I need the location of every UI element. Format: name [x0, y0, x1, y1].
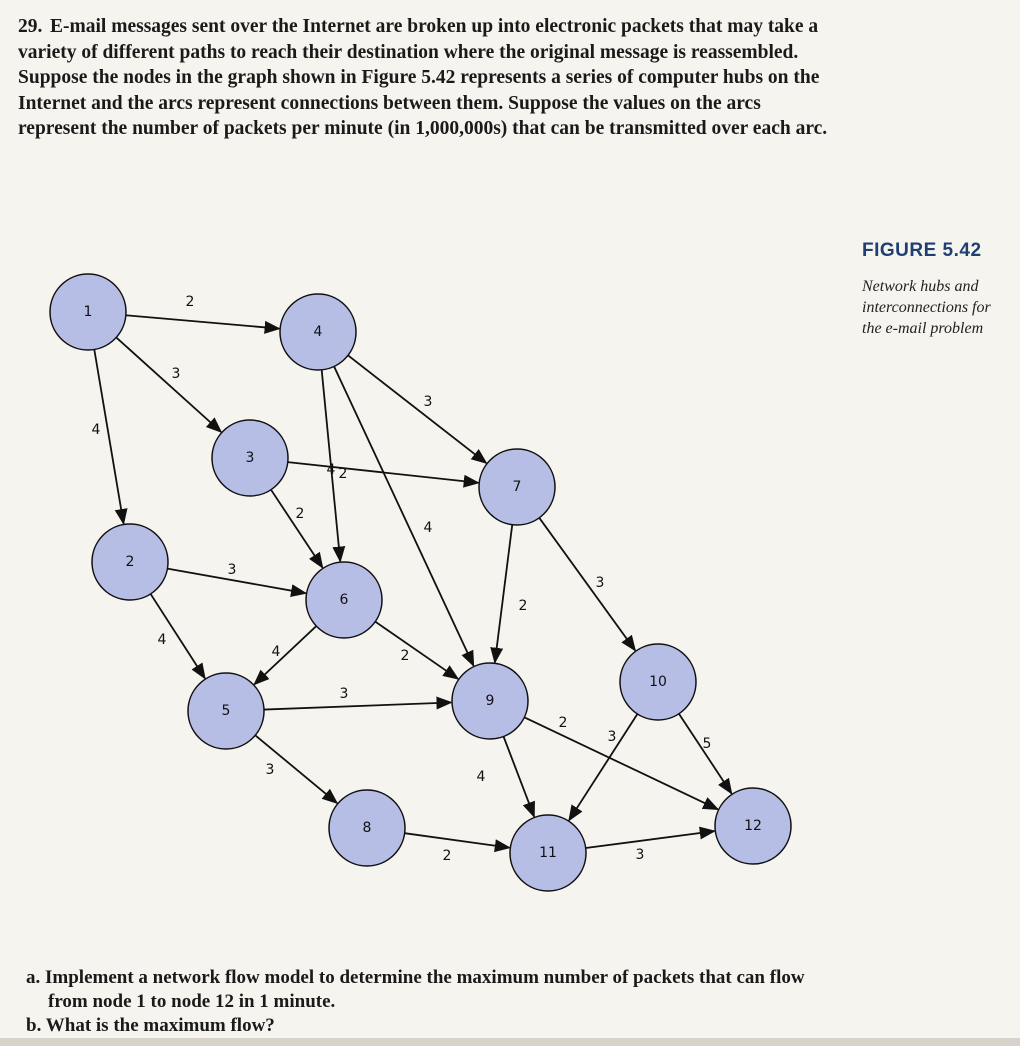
- arc-capacity-10-11: 3: [607, 729, 617, 745]
- node-label-5: 5: [221, 703, 231, 719]
- arc-capacity-6-9: 2: [400, 648, 410, 664]
- arc-capacity-5-9: 3: [339, 686, 349, 702]
- arc-1-3: [116, 337, 221, 431]
- arc-8-11: [405, 833, 510, 847]
- node-label-2: 2: [125, 554, 135, 570]
- questions: [18, 966, 838, 1038]
- arc-11-12: [586, 831, 715, 848]
- node-label-4: 4: [313, 324, 323, 340]
- arc-capacity-1-4: 2: [185, 294, 195, 310]
- arc-capacity-6-5: 4: [271, 644, 281, 660]
- arc-capacity-2-6: 3: [227, 562, 237, 578]
- arc-capacity-9-12: 2: [558, 715, 568, 731]
- problem-body: E-mail messages sent over the Internet are broken up into electronic packets that may take a variety of different paths to reach their destination where the original message is reassembled. Suppose the nodes in the graph shown in Figure 5.42 represents a series of computer hubs on the Internet and the arcs represent connections between them. Suppose the values on the arcs represent the number of packets per minute (in 1,000,000s) that can be transmitted over each arc.: [18, 16, 828, 139]
- question-a-letter: a.: [26, 967, 41, 988]
- node-label-7: 7: [512, 479, 522, 495]
- arc-7-9: [495, 525, 512, 663]
- node-label-1: 1: [83, 304, 93, 320]
- node-label-6: 6: [339, 592, 349, 608]
- arc-capacity-4-7: 3: [423, 394, 433, 410]
- question-b: [18, 1014, 838, 1038]
- arc-capacity-4-9: 4: [423, 520, 433, 536]
- node-4: [280, 294, 356, 370]
- node-2: [92, 524, 168, 600]
- arc-3-6: [271, 490, 322, 568]
- arc-2-6: [167, 569, 305, 594]
- arc-9-12: [524, 717, 717, 809]
- node-11: [510, 815, 586, 891]
- node-5: [188, 673, 264, 749]
- arc-10-12: [679, 714, 732, 794]
- node-9: [452, 663, 528, 739]
- arc-capacity-1-3: 3: [171, 366, 181, 382]
- node-8: [329, 790, 405, 866]
- arc-capacity-3-7: 2: [338, 466, 348, 482]
- figure-label: FIGURE 5.42: [862, 240, 982, 261]
- question-a: [18, 966, 838, 1014]
- arc-capacity-3-6: 2: [295, 506, 305, 522]
- node-1: [50, 274, 126, 350]
- node-12: [715, 788, 791, 864]
- figure-caption-text: Network hubs and interconnections for the e-mail problem: [862, 278, 991, 337]
- arc-capacity-10-12: 5: [702, 736, 712, 752]
- node-3: [212, 420, 288, 496]
- arc-9-11: [504, 737, 535, 817]
- node-6: [306, 562, 382, 638]
- page-bottom-edge: [0, 1038, 1020, 1046]
- arcs-layer: [92, 294, 732, 864]
- node-label-3: 3: [245, 450, 255, 466]
- arc-capacity-7-9: 2: [518, 598, 528, 614]
- arc-6-9: [375, 622, 458, 679]
- question-a-text: Implement a network flow model to determine the maximum number of packets that can flow from node 1 to node 12 in 1 minute.: [45, 967, 805, 1012]
- arc-capacity-11-12: 3: [635, 847, 645, 863]
- node-label-11: 11: [539, 845, 557, 861]
- question-b-text: What is the maximum flow?: [45, 1015, 275, 1036]
- node-label-8: 8: [362, 820, 372, 836]
- arc-capacity-9-11: 4: [476, 769, 486, 785]
- arc-capacity-4-6: 4: [326, 462, 336, 478]
- arc-capacity-7-10: 3: [595, 575, 605, 591]
- arc-5-9: [264, 702, 451, 709]
- arc-capacity-8-11: 2: [442, 848, 452, 864]
- arc-7-10: [539, 518, 635, 651]
- node-label-10: 10: [649, 674, 667, 690]
- node-label-9: 9: [485, 693, 495, 709]
- arc-capacity-1-2: 4: [91, 422, 101, 438]
- arc-3-7: [288, 462, 478, 483]
- problem-number: 29.: [18, 16, 43, 37]
- arc-4-7: [348, 355, 486, 463]
- question-b-letter: b.: [26, 1015, 42, 1036]
- arc-capacity-5-8: 3: [265, 762, 275, 778]
- node-10: [620, 644, 696, 720]
- arc-1-4: [126, 315, 279, 328]
- nodes-layer: [50, 274, 791, 891]
- arc-capacity-2-5: 4: [157, 632, 167, 648]
- node-7: [479, 449, 555, 525]
- node-label-12: 12: [744, 818, 762, 834]
- arc-6-5: [254, 626, 316, 684]
